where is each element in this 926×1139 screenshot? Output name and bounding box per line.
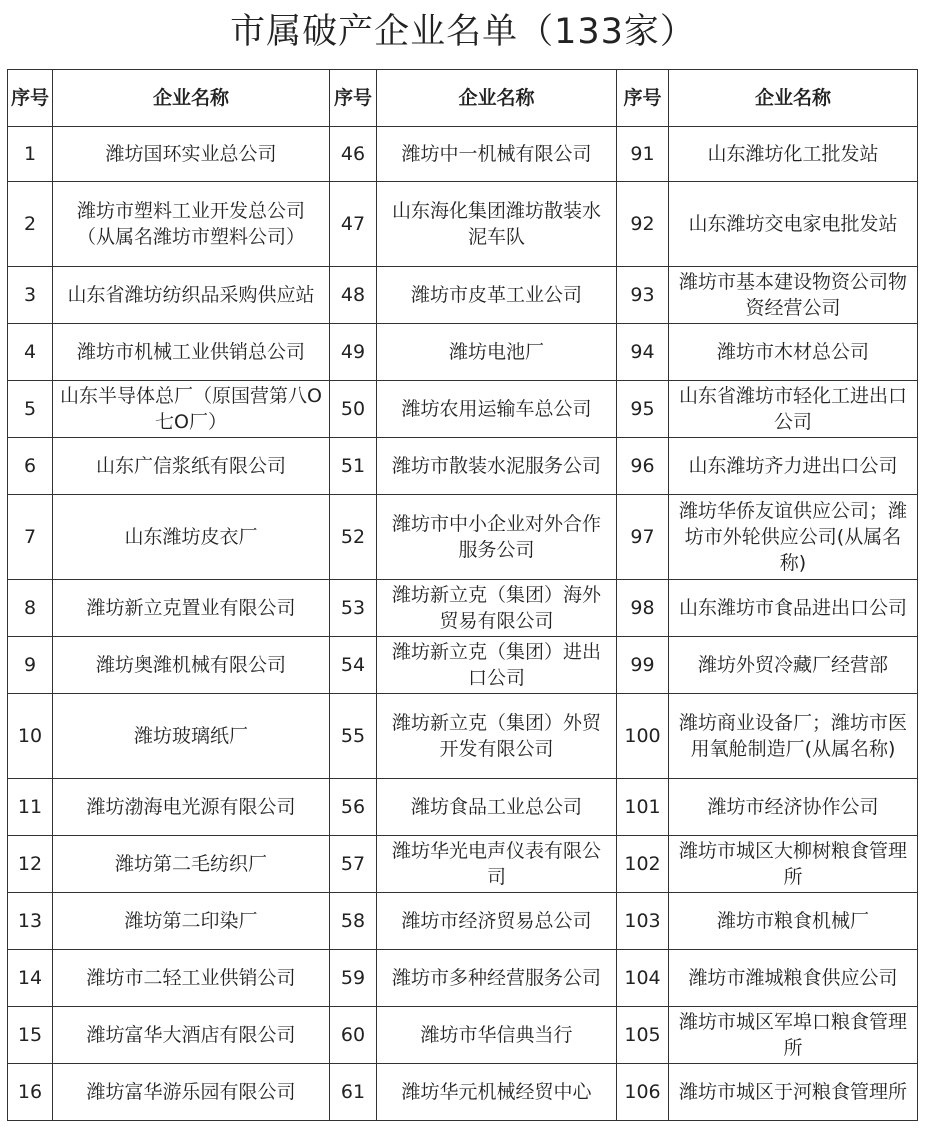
company-name: 潍坊市经济协作公司 (669, 779, 918, 836)
row-number: 6 (8, 438, 53, 495)
company-name: 潍坊市皮革工业公司 (377, 267, 617, 324)
table-row (8, 836, 918, 893)
company-name: 潍坊华侨友谊供应公司；潍坊市外轮供应公司(从属名称) (669, 495, 918, 580)
company-name: 山东潍坊化工批发站 (669, 127, 918, 182)
row-number: 48 (330, 267, 377, 324)
enterprise-table (7, 69, 918, 1121)
company-name: 潍坊外贸冷藏厂经营部 (669, 637, 918, 694)
company-name: 潍坊新立克（集团）外贸开发有限公司 (377, 694, 617, 779)
row-number: 10 (8, 694, 53, 779)
row-number: 46 (330, 127, 377, 182)
row-number: 57 (330, 836, 377, 893)
row-number: 102 (617, 836, 669, 893)
company-name: 潍坊第二毛纺织厂 (53, 836, 330, 893)
company-name: 潍坊市多种经营服务公司 (377, 950, 617, 1007)
company-name: 潍坊食品工业总公司 (377, 779, 617, 836)
row-number: 95 (617, 381, 669, 438)
company-name: 山东省潍坊纺织品采购供应站 (53, 267, 330, 324)
row-number: 4 (8, 324, 53, 381)
company-name: 潍坊玻璃纸厂 (53, 694, 330, 779)
row-number: 12 (8, 836, 53, 893)
row-number: 61 (330, 1064, 377, 1121)
row-number: 99 (617, 637, 669, 694)
row-number: 58 (330, 893, 377, 950)
company-name: 潍坊第二印染厂 (53, 893, 330, 950)
company-name: 潍坊市潍城粮食供应公司 (669, 950, 918, 1007)
row-number: 98 (617, 580, 669, 637)
row-number: 103 (617, 893, 669, 950)
row-number: 59 (330, 950, 377, 1007)
row-number: 52 (330, 495, 377, 580)
row-number: 7 (8, 495, 53, 580)
company-name: 潍坊商业设备厂；潍坊市医用氧舱制造厂(从属名称) (669, 694, 918, 779)
table-row (8, 1007, 918, 1064)
company-name: 山东潍坊齐力进出口公司 (669, 438, 918, 495)
company-name: 潍坊奥潍机械有限公司 (53, 637, 330, 694)
company-name: 潍坊市二轻工业供销公司 (53, 950, 330, 1007)
row-number: 9 (8, 637, 53, 694)
company-name: 山东潍坊交电家电批发站 (669, 182, 918, 267)
company-name: 潍坊国环实业总公司 (53, 127, 330, 182)
company-name: 潍坊富华大酒店有限公司 (53, 1007, 330, 1064)
row-number: 93 (617, 267, 669, 324)
company-name: 潍坊华元机械经贸中心 (377, 1064, 617, 1121)
row-number: 91 (617, 127, 669, 182)
row-number: 60 (330, 1007, 377, 1064)
row-number: 47 (330, 182, 377, 267)
company-name: 潍坊市机械工业供销总公司 (53, 324, 330, 381)
table-row (8, 182, 918, 267)
company-name: 山东半导体总厂（原国营第八O七O厂） (53, 381, 330, 438)
row-number: 15 (8, 1007, 53, 1064)
company-name: 潍坊新立克置业有限公司 (53, 580, 330, 637)
company-name: 潍坊市经济贸易总公司 (377, 893, 617, 950)
company-name: 潍坊市中小企业对外合作服务公司 (377, 495, 617, 580)
table-row (8, 438, 918, 495)
company-name: 潍坊市散装水泥服务公司 (377, 438, 617, 495)
row-number: 2 (8, 182, 53, 267)
company-name: 潍坊市粮食机械厂 (669, 893, 918, 950)
company-name: 潍坊富华游乐园有限公司 (53, 1064, 330, 1121)
page-title: 市属破产企业名单（133家） (230, 12, 696, 52)
table-row (8, 779, 918, 836)
row-number: 104 (617, 950, 669, 1007)
row-number: 13 (8, 893, 53, 950)
row-number: 50 (330, 381, 377, 438)
row-number: 54 (330, 637, 377, 694)
row-number: 11 (8, 779, 53, 836)
company-name: 潍坊农用运输车总公司 (377, 381, 617, 438)
column-header-name: 企业名称 (669, 70, 918, 127)
table-row (8, 694, 918, 779)
column-header-name: 企业名称 (377, 70, 617, 127)
column-header-no: 序号 (8, 70, 53, 127)
table-row (8, 893, 918, 950)
row-number: 56 (330, 779, 377, 836)
company-name: 山东海化集团潍坊散装水泥车队 (377, 182, 617, 267)
table-row (8, 324, 918, 381)
company-name: 山东省潍坊市轻化工进出口公司 (669, 381, 918, 438)
table-row (8, 637, 918, 694)
row-number: 53 (330, 580, 377, 637)
row-number: 100 (617, 694, 669, 779)
company-name: 潍坊市城区军埠口粮食管理所 (669, 1007, 918, 1064)
row-number: 106 (617, 1064, 669, 1121)
row-number: 96 (617, 438, 669, 495)
column-header-no: 序号 (330, 70, 377, 127)
company-name: 山东潍坊市食品进出口公司 (669, 580, 918, 637)
row-number: 1 (8, 127, 53, 182)
table-row (8, 580, 918, 637)
company-name: 潍坊市基本建设物资公司物资经营公司 (669, 267, 918, 324)
column-header-no: 序号 (617, 70, 669, 127)
row-number: 8 (8, 580, 53, 637)
row-number: 97 (617, 495, 669, 580)
row-number: 94 (617, 324, 669, 381)
company-name: 潍坊市城区于河粮食管理所 (669, 1064, 918, 1121)
table-row (8, 381, 918, 438)
company-name: 潍坊电池厂 (377, 324, 617, 381)
company-name: 潍坊华光电声仪表有限公司 (377, 836, 617, 893)
row-number: 55 (330, 694, 377, 779)
table-row (8, 950, 918, 1007)
row-number: 105 (617, 1007, 669, 1064)
table-row (8, 267, 918, 324)
row-number: 3 (8, 267, 53, 324)
row-number: 49 (330, 324, 377, 381)
company-name: 潍坊市华信典当行 (377, 1007, 617, 1064)
row-number: 51 (330, 438, 377, 495)
table-row (8, 1064, 918, 1121)
table-row (8, 127, 918, 182)
company-name: 潍坊中一机械有限公司 (377, 127, 617, 182)
row-number: 16 (8, 1064, 53, 1121)
company-name: 潍坊市木材总公司 (669, 324, 918, 381)
company-name: 潍坊新立克（集团）海外贸易有限公司 (377, 580, 617, 637)
company-name: 潍坊市城区大柳树粮食管理所 (669, 836, 918, 893)
company-name: 潍坊渤海电光源有限公司 (53, 779, 330, 836)
table-row (8, 495, 918, 580)
company-name: 山东潍坊皮衣厂 (53, 495, 330, 580)
company-name: 潍坊市塑料工业开发总公司（从属名潍坊市塑料公司） (53, 182, 330, 267)
row-number: 14 (8, 950, 53, 1007)
table-header-row (8, 70, 918, 127)
row-number: 101 (617, 779, 669, 836)
row-number: 92 (617, 182, 669, 267)
row-number: 5 (8, 381, 53, 438)
company-name: 潍坊新立克（集团）进出口公司 (377, 637, 617, 694)
column-header-name: 企业名称 (53, 70, 330, 127)
company-name: 山东广信浆纸有限公司 (53, 438, 330, 495)
